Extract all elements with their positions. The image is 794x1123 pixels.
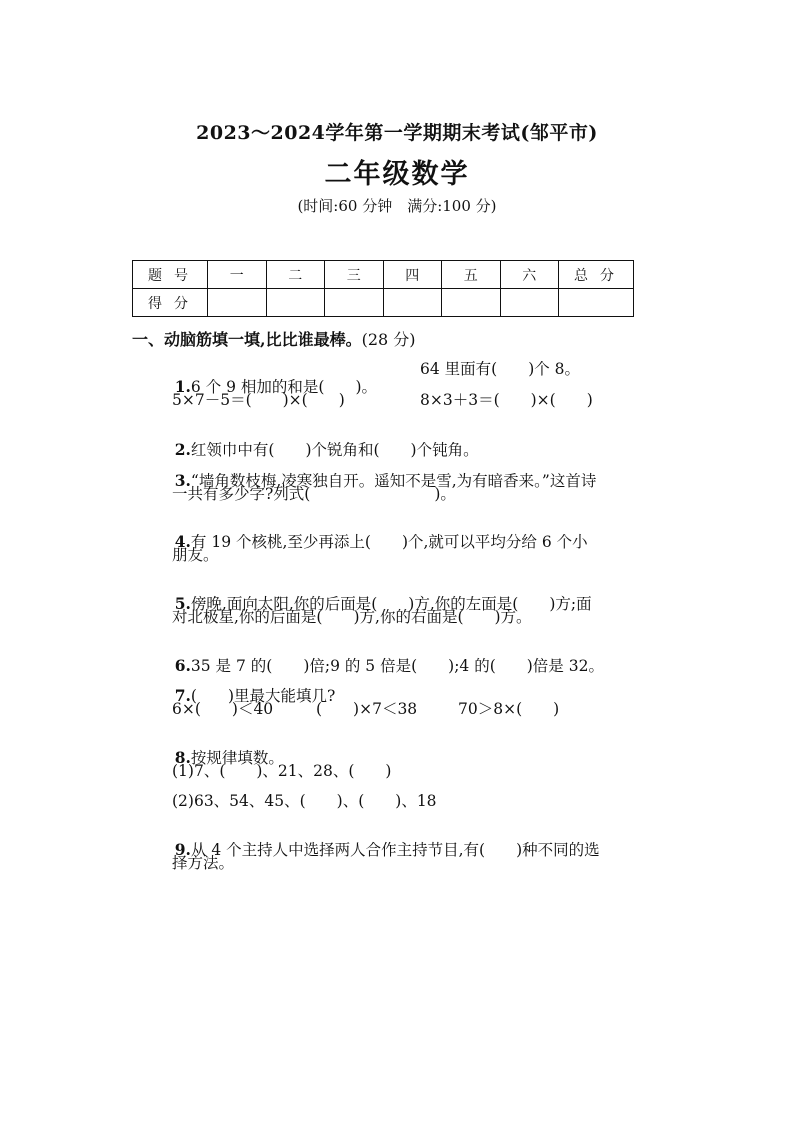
column-6: 六 [500, 261, 559, 289]
column-3: 三 [325, 261, 384, 289]
section-heading-text: 一、动脑筋填一填,比比谁最棒。 [132, 330, 362, 349]
question-text: 35 是 7 的( )倍;9 的 5 倍是( );4 的( )倍是 32。 [190, 657, 604, 675]
question-text: “墙角数枝梅,凌寒独自开。遥知不是雪,为有暗香来。”这首诗 [190, 472, 597, 490]
question-text: 红领巾中有( )个锐角和( )个钝角。 [190, 441, 479, 459]
row-label-score: 得分 [133, 289, 208, 317]
question-3-line-2: 一共有多少字?列式( )。 [172, 485, 456, 503]
question-number: 5. [174, 594, 191, 613]
score-cell-4[interactable] [383, 289, 442, 317]
question-7-part-a: 6×( )＜40 [172, 700, 274, 718]
question-text: ( )里最大能填几? [190, 687, 336, 705]
score-table-score-row [133, 289, 634, 317]
score-cell-total[interactable] [559, 289, 634, 317]
question-text: 按规律填数。 [190, 749, 284, 767]
question-7-part-b: ( )×7＜38 [316, 700, 418, 718]
question-8-part-2: (2)63、54、45、( )、( )、18 [172, 792, 437, 810]
exam-title: 2023～2024学年第一学期期末考试(邹平市) [196, 122, 598, 144]
score-cell-5[interactable] [442, 289, 501, 317]
question-1-part-b: 64 里面有( )个 8。 [420, 360, 581, 378]
question-8-part-1: (1)7、( )、21、28、( ) [172, 762, 392, 780]
column-total: 总分 [559, 261, 634, 289]
question-number: 3. [174, 471, 191, 490]
question-text: 有 19 个核桃,至少再添上( )个,就可以平均分给 6 个小 [190, 533, 588, 551]
score-cell-3[interactable] [325, 289, 384, 317]
question-text: 从 4 个主持人中选择两人合作主持节目,有( )种不同的选 [190, 841, 600, 859]
question-4-line-1 [155, 512, 588, 570]
question-number: 8. [174, 748, 191, 767]
question-9-line-2: 择方法。 [172, 854, 235, 872]
score-cell-6[interactable] [500, 289, 559, 317]
score-table [132, 260, 634, 317]
score-table-header-row [133, 261, 634, 289]
column-5: 五 [442, 261, 501, 289]
section-points: (28 分) [361, 330, 416, 349]
question-text: 6 个 9 相加的和是( )。 [190, 378, 378, 396]
question-text: 傍晚,面向太阳,你的后面是( )方,你的左面是( )方;面 [190, 595, 592, 613]
question-number: 7. [174, 686, 191, 705]
question-number: 4. [174, 532, 191, 551]
question-5-line-2: 对北极星,你的后面是( )方,你的右面是( )方。 [172, 608, 532, 626]
row-label-question-no: 题号 [133, 261, 208, 289]
question-number: 2. [174, 440, 191, 459]
question-1-part-c: 5×7－5＝( )×( ) [172, 391, 345, 409]
question-1-part-d: 8×3＋3＝( )×( ) [420, 391, 593, 409]
score-cell-2[interactable] [266, 289, 325, 317]
question-7-part-c: 70＞8×( ) [458, 700, 560, 718]
question-number: 9. [174, 840, 191, 859]
column-4: 四 [383, 261, 442, 289]
section-heading [132, 327, 416, 350]
question-number: 1. [174, 377, 191, 396]
column-2: 二 [266, 261, 325, 289]
subject-title: 二年级数学 [324, 159, 470, 190]
score-cell-1[interactable] [208, 289, 267, 317]
column-1: 一 [208, 261, 267, 289]
question-number: 6. [174, 656, 191, 675]
question-4-line-2: 朋友。 [172, 546, 219, 564]
exam-info: (时间:60 分钟 满分:100 分) [297, 197, 497, 215]
